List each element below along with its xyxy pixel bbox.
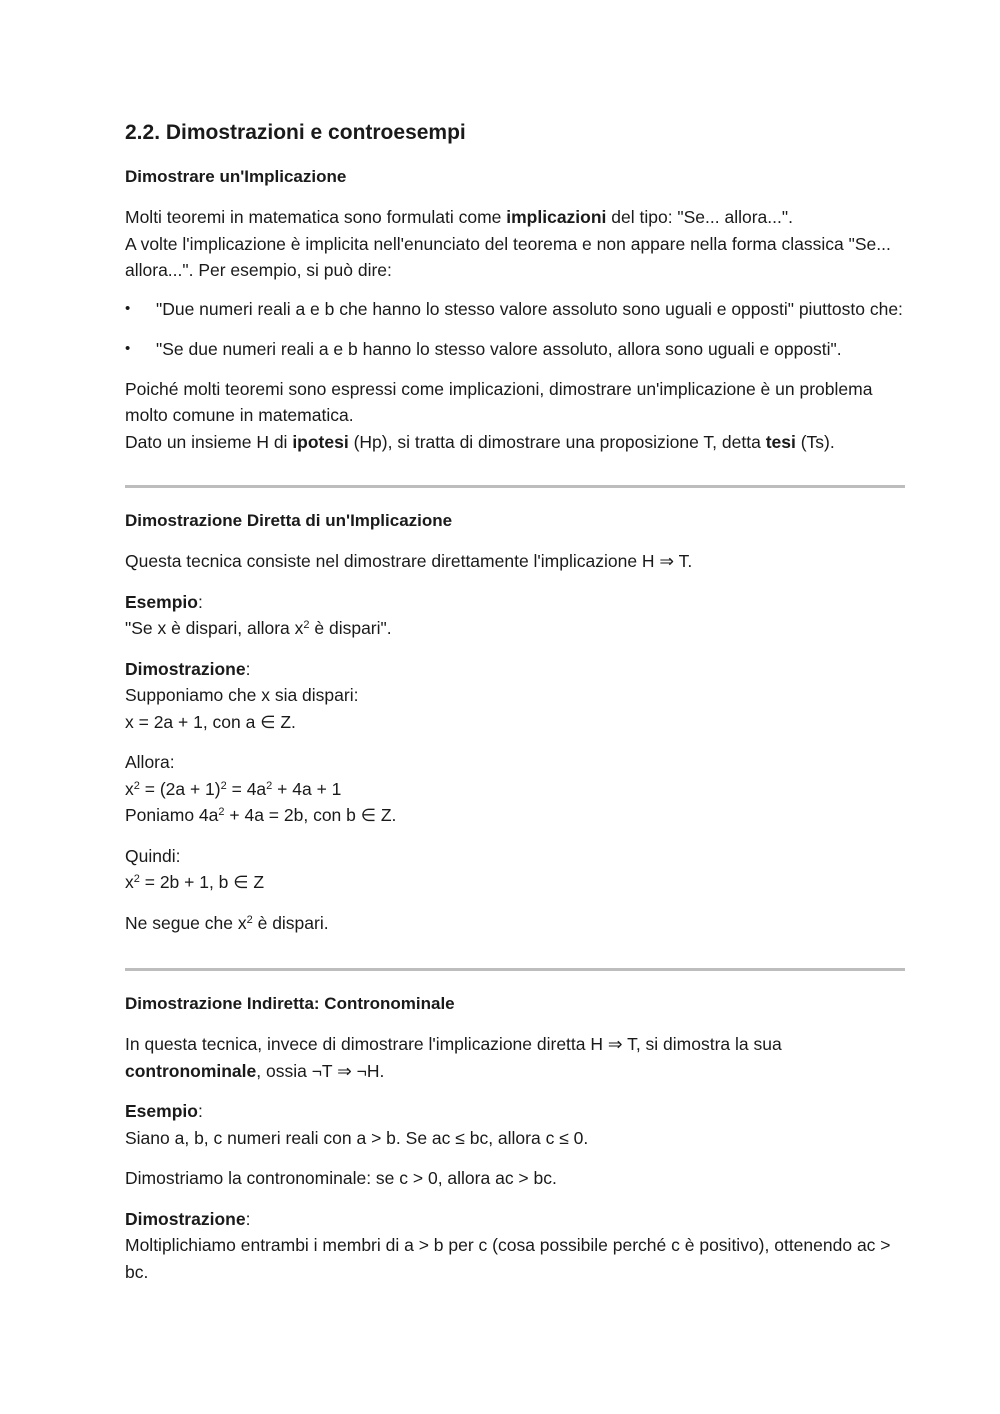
text-run: : bbox=[245, 658, 251, 679]
exponent: 2 bbox=[303, 619, 310, 631]
proof-block bbox=[125, 1206, 905, 1286]
proof-label: Dimostrazione bbox=[125, 1208, 246, 1229]
bold-term: implicazioni bbox=[506, 207, 607, 227]
text-run: = (2a + 1) bbox=[139, 778, 221, 799]
section-divider bbox=[125, 485, 905, 488]
paragraph-intro bbox=[125, 204, 905, 284]
example-block bbox=[125, 589, 905, 642]
text-run: + 4a = 2b, con b ∈ Z. bbox=[224, 805, 397, 825]
bold-term: contronominale bbox=[125, 1060, 257, 1081]
section-heading-contrapositive: Dimostrazione Indiretta: Contronominale bbox=[125, 994, 455, 1013]
text-run: Molti teoremi in matematica sono formulati come bbox=[125, 207, 507, 227]
text-run: , ossia ¬T ⇒ ¬H. bbox=[256, 1060, 385, 1081]
exponent: 2 bbox=[133, 779, 140, 792]
exponent: 2 bbox=[218, 806, 225, 818]
text-run: (Hp), si tratta di dimostrare una proposizione T, detta bbox=[348, 431, 766, 452]
text-run: Supponiamo che x sia dispari: bbox=[125, 685, 359, 705]
page-title: 2.2. Dimostrazioni e controesempi bbox=[125, 121, 466, 144]
list-item: • "Due numeri reali a e b che hanno lo stesso valore assoluto sono uguali e opposti" piuttosto che: bbox=[125, 296, 905, 323]
list-item: • "Se due numeri reali a e b hanno lo stesso valore assoluto, allora sono uguali e opposti". bbox=[125, 336, 905, 363]
text-run: del tipo: "Se... allora...". bbox=[606, 207, 793, 227]
bold-term: ipotesi bbox=[292, 431, 349, 452]
text-run: = 2b + 1, b ∈ Z bbox=[139, 872, 265, 892]
text-run: In questa tecnica, invece di dimostrare l'implicazione diretta H ⇒ T, si dimostra la sua bbox=[125, 1034, 782, 1054]
paragraph-contrapositive-intro bbox=[125, 1031, 905, 1084]
exponent: 2 bbox=[220, 779, 227, 792]
example-list bbox=[125, 296, 905, 363]
text-run: Ne segue che x bbox=[125, 912, 247, 933]
section-heading-implication: Dimostrare un'Implicazione bbox=[125, 167, 347, 186]
section-heading-direct-proof: Dimostrazione Diretta di un'Implicazione bbox=[125, 511, 453, 530]
document-page bbox=[125, 118, 905, 1285]
text-run: x bbox=[125, 872, 134, 892]
text-run: Siano a, b, c numeri reali con a > b. Se ac ≤ bc, allora c ≤ 0. bbox=[125, 1127, 589, 1148]
proof-block bbox=[125, 656, 905, 736]
text-run: A volte l'implicazione è implicita nell'enunciato del teorema e non appare nella forma classica "Se... allora...". Per esempio, si può dire: bbox=[125, 233, 891, 280]
text-run: Poiché molti teoremi sono espressi come implicazioni, dimostrare un'implicazione è un problema molto comune in matematica. bbox=[125, 378, 873, 425]
text-run: Moltiplichiamo entrambi i membri di a > b per c (cosa possibile perché c è positivo), ottenendo ac > bc. bbox=[125, 1235, 891, 1282]
text-run: + 4a + 1 bbox=[272, 778, 342, 799]
example-label: Esempio bbox=[125, 1101, 198, 1121]
text-run: : bbox=[197, 591, 203, 612]
section-divider bbox=[125, 968, 905, 971]
bold-term: tesi bbox=[765, 431, 796, 452]
result-block bbox=[125, 843, 905, 896]
proof-label: Dimostrazione bbox=[125, 658, 246, 679]
conclusion bbox=[125, 910, 905, 937]
paragraph-hypothesis bbox=[125, 376, 905, 456]
example-label: Esempio bbox=[125, 591, 198, 612]
exponent: 2 bbox=[133, 873, 140, 885]
example-block bbox=[125, 1098, 905, 1151]
text-run: è dispari". bbox=[309, 618, 392, 638]
text-run: Dato un insieme H di bbox=[125, 431, 293, 452]
exponent: 2 bbox=[266, 779, 273, 792]
text-run: Poniamo 4a bbox=[125, 805, 219, 825]
text-run: = 4a bbox=[226, 778, 267, 799]
exponent: 2 bbox=[246, 913, 253, 926]
text-run: è dispari. bbox=[252, 912, 329, 933]
paragraph-direct-intro: Questa tecnica consiste nel dimostrare direttamente l'implicazione H ⇒ T. bbox=[125, 551, 693, 571]
computation-block bbox=[125, 749, 905, 829]
text-run: Allora: bbox=[125, 752, 175, 772]
text-run: Quindi: bbox=[125, 845, 181, 866]
text-run: : bbox=[245, 1208, 251, 1229]
text-run: x bbox=[125, 778, 134, 799]
text-run: "Se x è dispari, allora x bbox=[125, 618, 304, 638]
text-run: (Ts). bbox=[795, 431, 835, 452]
paragraph-contrapositive-statement: Dimostriamo la contronominale: se c > 0, allora ac > bc. bbox=[125, 1168, 557, 1188]
text-run: x = 2a + 1, con a ∈ Z. bbox=[125, 711, 296, 732]
text-run: : bbox=[197, 1101, 203, 1121]
